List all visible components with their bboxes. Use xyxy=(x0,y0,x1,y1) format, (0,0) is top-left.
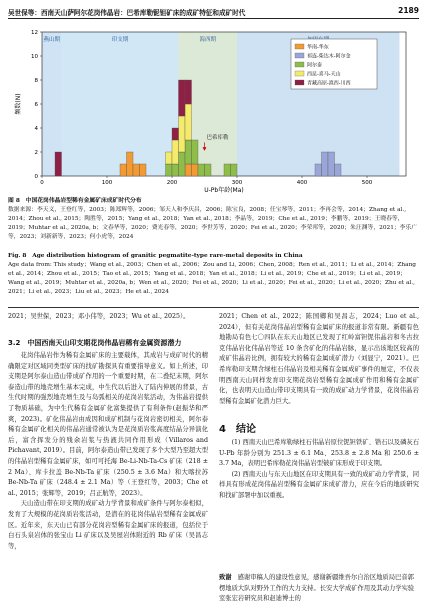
stage-band xyxy=(62,32,179,176)
figure-source-en: Age data from: This study；Wang et al., 2003；Chen et al., 2006；Zou and Li, 2006；Chen, 2008；Ren et al., 2011；Li et al., 2014；Zhang et al., 2014；Zhou et al., 2015；Tao et al., 2015；Yang et al., 2018；Yan et al., 2018；Li et al., 2019；Che et al., 2019；Li et al., 2019；Wang et al., 2019；Muhtar et al., 2020a, b；Wen et al., 2020；Fei et al., 2020；Li et al., 2020；Fei et al., 2020；Li et al., 2020；Zhu et al., 2021；Li et al., 2023；Liu et al., 2023；He et al., 2024 xyxy=(8,262,417,295)
caption-divider xyxy=(8,307,419,308)
x-tick-label: 300 xyxy=(231,180,243,186)
legend-swatch xyxy=(295,44,304,49)
paragraph: 天山造山带在印支期的成矿动力学背景和成矿条件与阿尔泰相似，发育了大规模的花岗质岩浆活动，是潜在的花岗伟晶岩型稀有金属成矿区。近年来，东天山已有部分花岗岩型稀有金属矿床的报道，包括位于白石头泉岩体的张宝山 Li 矿床以及吴屋岩体附近的 Rb 矿床（吴昌志等， xyxy=(8,500,208,550)
x-tick-label: 500 xyxy=(361,180,373,186)
section-heading-3-2: 3.2 中国西南天山印支期花岗伟晶岩稀有金属资源潜力 xyxy=(8,339,182,347)
histogram-bar xyxy=(192,140,199,164)
histogram-bar xyxy=(198,164,205,176)
paragraph: 花岗伟晶岩作为稀有金属矿床的主要载体，其成岩与成矿时代的精确限定对区域同类型矿床的找矿勘探具有重要指导意义。如上所述，印支期是阿尔泰山造山带成矿作用的一个重要时期，在二叠纪末期，阿尔泰造山带的地壳增生基本完成，中生代以后进入了陆内伸展的背景，古生代时期的强烈地壳增生及与岛弧相关的花岗岩浆活动，为伟晶岩提供了物质基础，为中生代稀有金属矿化富集提供了有利条件(赵振华和严爽，2023)。矿化伟晶岩由成因和成矿机制与花岗岩密切相关，阿尔泰稀有金属矿化相关的伟晶岩通常被认为是花岗质岩浆高度结晶分异演化后，富含挥发分的残余岩浆与热液共同作用形成（Villaros and Pichavant, 2019）。目前，阿尔泰造山带已发现了多个大型乃至超大型的伟晶岩型稀有金属矿床，如可可托海 Be-Li-Nb-Ta-Cs 矿床（218 ± 2 Ma）、库卡拉盖 Be-Nb-Ta 矿床（250.5 ± 3.6 Ma）和大喀拉苏 Be-Nb-Ta 矿床（248.4 ± 2.1 Ma）等（王登红等，2003；Che et al., 2015；张辉等，2019；吕正航等，2023）。 xyxy=(8,352,208,497)
histogram-bar xyxy=(205,164,212,176)
annotation-label: 巴希库勒 xyxy=(206,134,229,141)
histogram-bar xyxy=(166,164,173,176)
legend-label: 西昆-喜马-天山 xyxy=(307,71,341,78)
y-tick-label: 2 xyxy=(34,150,38,156)
histogram-bar xyxy=(192,164,199,176)
histogram-bar xyxy=(322,152,329,176)
histogram-bar xyxy=(185,140,192,164)
y-tick-label: 8 xyxy=(34,78,38,84)
legend-label: 祁连-柴达木-阿尔金 xyxy=(307,53,351,60)
histogram-bar xyxy=(179,152,186,176)
paragraph: 2021；吴世保，2023；邓小伟等，2023；Wu et al., 2025）。 xyxy=(8,313,190,320)
legend-swatch xyxy=(295,71,304,76)
legend-swatch xyxy=(295,62,304,67)
acknowledgement-text: 感谢审稿人的建设性意见，感谢新疆维吾尔自治区地质局巴音郭楞地质大队对野外工作的大力支持。长安大学成矿作用及其动力学实验室张宏岩研究员和赵迪博士的 xyxy=(219,574,415,603)
figure-caption-cn-title: 图 8 中国花岗伟晶岩型稀有金属矿床成矿时代分布 xyxy=(8,198,142,204)
y-tick-label: 4 xyxy=(34,126,38,132)
y-tick-label: 6 xyxy=(34,102,38,108)
y-tick-label: 10 xyxy=(31,54,38,60)
figure-caption-en-title: Fig. 8 Age distribution histogram of granitic pegmatite-type rare-metal deposits in China xyxy=(8,253,303,259)
histogram-bar xyxy=(231,164,238,176)
conclusion-item: (1) 西南天山巴希库勒绿柱石伟晶岩原位铌钽铁矿、锆石以及磷灰石 U-Pb 年龄分别为 251.3 ± 6.1 Ma、253.8 ± 2.8 Ma 和 250.6 ± 3.7 Ma，表明巴希库勒花岗伟晶岩型铍矿床形成于印支期。 xyxy=(219,439,419,468)
page-number: 2189 xyxy=(398,6,419,15)
stage-label: 燕山期 xyxy=(43,37,61,43)
histogram-bar xyxy=(120,164,127,176)
x-tick-label: 200 xyxy=(166,180,178,186)
histogram-bar xyxy=(185,104,192,140)
running-header xyxy=(8,6,419,19)
y-tick-label: 0 xyxy=(34,174,38,180)
x-tick-label: 400 xyxy=(296,180,308,186)
legend-label: 阿尔泰 xyxy=(307,62,323,69)
histogram-bar xyxy=(315,164,322,176)
histogram-bar xyxy=(55,152,62,176)
legend-swatch xyxy=(295,53,304,58)
histogram-bar xyxy=(172,164,179,176)
running-header-title: 吴世保等：西南天山萨阿尔花岗伟晶岩：巴希库勒铌钽矿床的成矿特征和成矿时代 xyxy=(8,9,246,17)
histogram-bar xyxy=(185,164,192,176)
y-axis-label: 频数(N) xyxy=(15,93,22,115)
left-column-body xyxy=(8,351,208,552)
x-tick-label: 100 xyxy=(101,180,113,186)
histogram-bar xyxy=(185,80,192,104)
figure-caption-cn xyxy=(8,197,419,206)
acknowledgement xyxy=(219,573,419,605)
x-axis-label: U-Pb年龄(Ma) xyxy=(204,187,244,194)
section-heading-4: 4 结论 xyxy=(219,424,256,435)
histogram-bar xyxy=(140,164,147,176)
histogram-bar xyxy=(179,80,186,116)
conclusions xyxy=(219,438,419,502)
conclusion-item: (2) 西南天山与东天山地区在印支期具有一致的成矿动力学背景，同样具有形成花岗伟晶岩型稀有金属矿床成矿潜力，应在今后的地质研究和找矿部署中加以重视。 xyxy=(219,470,419,499)
paragraph: 2021；Chen et al., 2022；陈国卿和吴昌志，2024；Luo et al., 2024），但有关花岗伟晶岩型稀有金属矿床的报道非常有限。新疆有色地勘局有色七〇四队在东天山地区已发现了红岭富钽铌伟晶岩和冬古拉克伟晶岩化伟晶岩等近 10 条含矿化的伟晶岩脉，显示出该地区较高的成矿伟晶岩比例，拥有较大的稀有金属成矿潜力（刘显宁，2021）。巴希库勒印支期含绿柱石伟晶岩及相关稀有金属成矿事件的厘定，不仅表明西南天山同样发育印支期花岗岩型稀有金属成矿作用和稀有金属矿化，也表明天山造山带印支期具有一致的成矿动力学背景，花岗伟晶岩型稀有金属矿化潜力巨大。 xyxy=(219,313,419,405)
histogram-bar xyxy=(179,116,186,152)
histogram-bar xyxy=(172,140,179,164)
x-tick-label: 0 xyxy=(40,180,44,186)
left-column xyxy=(8,312,208,323)
histogram-bar xyxy=(335,164,342,176)
histogram-bar xyxy=(328,152,335,176)
figure-caption-en xyxy=(8,252,419,261)
legend-label: 青藏高原-滇西-川西 xyxy=(307,80,351,87)
right-column xyxy=(219,312,419,407)
histogram-bar xyxy=(127,152,134,176)
histogram-bar xyxy=(224,164,231,176)
histogram-bar xyxy=(172,128,179,140)
histogram-bar xyxy=(133,164,140,176)
histogram-bar xyxy=(166,152,173,164)
stage-label: 印支期 xyxy=(111,37,129,43)
stage-label: 海西期 xyxy=(199,37,217,43)
acknowledgement-label: 致谢 xyxy=(219,574,232,581)
age-histogram-chart xyxy=(8,20,419,195)
y-tick-label: 12 xyxy=(31,30,38,36)
figure-source-cn: 数据来源：李天义，王登红等，2003；陈郑辉等，2006；邹天人和李庆昌，2006；陈宝良，2008；任宝琴等，2011；李再会等，2014；Zhang et al., 2014；Zhou et al., 2015；陶胜等，2015；Yang et al., 2018；Yan et al., 2018；李晶等，2019；Che et al., 2019；李鹏等，2019；王晓春等，2019；Muhtar et al., 2020a, b；文春华等，2020；费光春等，2020；李世芳等，2020；Fei et al., 2020；李荣邦等，2020；朱汪渊等，2021；李乐广等，2023；刘新新等，2023；何小虎等，2024 xyxy=(8,207,418,240)
legend-label: 华南-华东 xyxy=(307,44,329,51)
legend-swatch xyxy=(295,80,304,85)
